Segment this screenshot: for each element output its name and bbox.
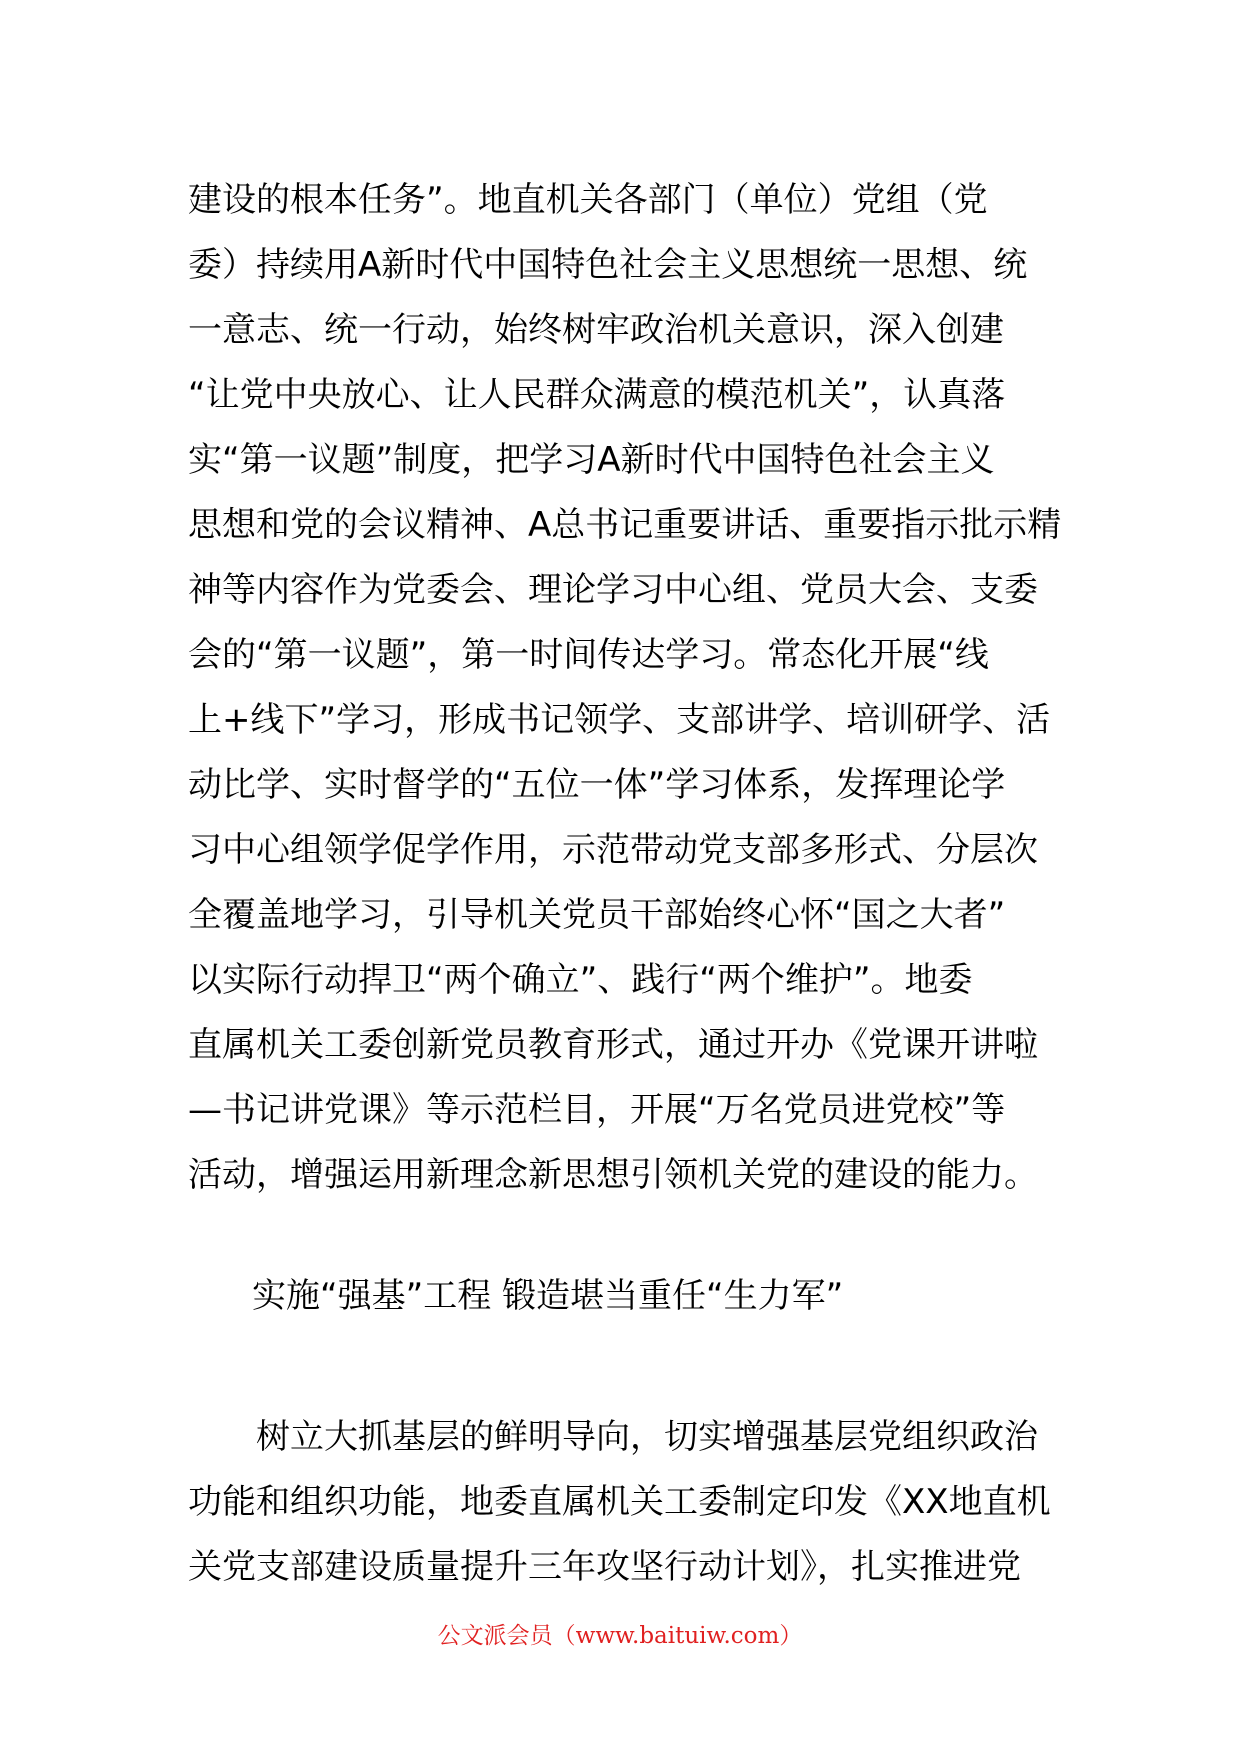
paragraph-line: “让党中央放心、让人民群众满意的模范机关”，认真落: [188, 375, 1006, 415]
paragraph-1: [188, 168, 1062, 1208]
paragraph-line: 实“第一议题”制度，把学习A新时代中国特色社会主义: [188, 440, 995, 480]
paragraph-line: 会的“第一议题”，第一时间传达学习。常态化开展“线: [188, 635, 989, 675]
paragraph-line: 以实际行动捍卫“两个确立”、践行“两个维护”。地委: [188, 960, 973, 1000]
paragraph-line: 上+线下”学习，形成书记领学、支部讲学、培训研学、活: [188, 700, 1051, 740]
paragraph-line: 神等内容作为党委会、理论学习中心组、党员大会、支委: [188, 570, 1038, 610]
section-heading: 实施“强基”工程 锻造堪当重任“生力军”: [252, 1276, 844, 1316]
paragraph-line: 活动，增强运用新理念新思想引领机关党的建设的能力。: [188, 1155, 1038, 1195]
paragraph-line: 关党支部建设质量提升三年攻坚行动计划》，扎实推进党: [188, 1547, 1021, 1587]
paragraph-line: 习中心组领学促学作用，示范带动党支部多形式、分层次: [188, 830, 1038, 870]
paragraph-line: 动比学、实时督学的“五位一体”学习体系，发挥理论学: [188, 765, 1006, 805]
paragraph-line: 委）持续用A新时代中国特色社会主义思想统一思想、统: [188, 245, 1028, 285]
paragraph-2: [188, 1405, 1053, 1600]
paragraph-line: 建设的根本任务”。地直机关各部门（单位）党组（党: [188, 180, 988, 220]
footer-watermark: 公文派会员（www.baituiw.com）: [437, 1623, 803, 1649]
paragraph-line: 全覆盖地学习，引导机关党员干部始终心怀“国之大者”: [188, 895, 1006, 935]
paragraph-line: —书记讲党课》等示范栏目，开展“万名党员进党校”等: [188, 1090, 1006, 1130]
paragraph-line: 功能和组织功能，地委直属机关工委制定印发《XX地直机: [188, 1482, 1051, 1522]
paragraph-line: 树立大抓基层的鲜明导向，切实增强基层党组织政治: [256, 1417, 1038, 1457]
paragraph-line: 直属机关工委创新党员教育形式，通过开办《党课开讲啦: [188, 1025, 1038, 1065]
paragraph-line: 一意志、统一行动，始终树牢政治机关意识，深入创建: [188, 310, 1004, 350]
paragraph-line: 思想和党的会议精神、A总书记重要讲话、重要指示批示精: [188, 505, 1062, 545]
